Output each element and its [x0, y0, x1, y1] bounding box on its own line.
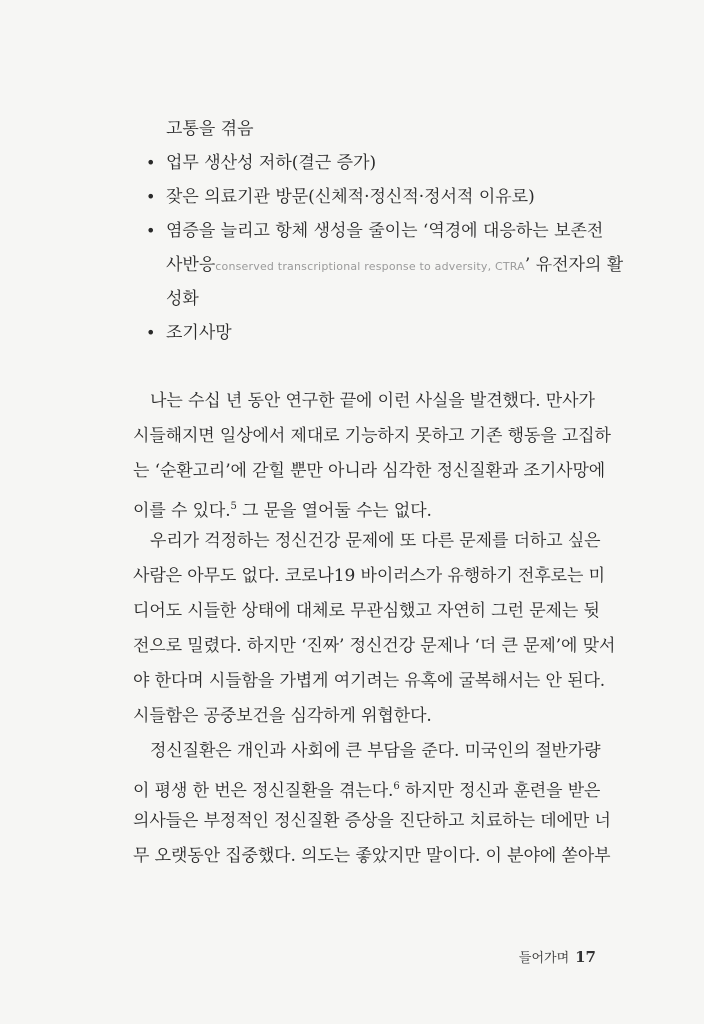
- text-line: [133, 489, 596, 524]
- bullet-icon: •: [146, 323, 156, 342]
- page-number: 17: [575, 948, 596, 966]
- list-item-continuation: [146, 112, 606, 146]
- text-line: 정신질환은 개인과 사회에 큰 부담을 준다. 미국인의 절반가량: [150, 741, 601, 761]
- bullet-icon: •: [146, 153, 156, 172]
- list-item-text: 성화: [166, 289, 199, 309]
- footnote-marker: 6: [393, 781, 400, 792]
- paragraph-3: [133, 734, 611, 874]
- text-line: 시들함은 공중보건을 심각하게 위협한다.: [133, 706, 432, 726]
- text-line: 무 오랫동안 집중했다. 의도는 좋았지만 말이다. 이 분야에 쏟아부: [133, 846, 611, 866]
- text-span: 이 평생 한 번은 정신질환을 겪는다.: [133, 781, 394, 801]
- bullet-icon: •: [146, 187, 156, 206]
- text-line: 의사들은 부정적인 정신질환 증상을 진단하고 치료하는 데에만 너: [133, 811, 611, 831]
- body-text: [133, 384, 616, 874]
- list-item-continuation: [146, 282, 606, 316]
- text-line: 디어도 시들한 상태에 대체로 무관심했고 자연히 그런 문제는 뒷: [133, 601, 600, 621]
- english-gloss: conserved transcriptional response to adversity, CTRA: [215, 260, 525, 273]
- list-item-text: 업무 생산성 저하(결근 증가): [166, 153, 377, 173]
- list-item-text: 고통을 겪음: [166, 119, 254, 139]
- paragraph-1: [133, 384, 611, 524]
- text-line: 전으로 밀렸다. 하지만 ‘진짜’ 정신건강 문제나 ‘더 큰 문제’에 맞서: [133, 636, 616, 656]
- list-item-text: 조기사망: [166, 323, 232, 343]
- list-item: [146, 316, 606, 350]
- bullet-list: [146, 112, 624, 350]
- page-footer: [519, 947, 596, 966]
- list-item: [146, 146, 606, 180]
- text-line: 우리가 걱정하는 정신건강 문제에 또 다른 문제를 더하고 싶은: [150, 531, 601, 551]
- text-span: 그 문을 열어둘 수는 없다.: [236, 501, 432, 521]
- list-item-text: 잦은 의료기관 방문(신체적·정신적·정서적 이유로): [166, 187, 535, 207]
- bullet-icon: •: [146, 221, 156, 240]
- section-title: 들어가며: [518, 951, 570, 966]
- text-line: 야 한다며 시들함을 가볍게 여기려는 유혹에 굴복해서는 안 된다.: [133, 671, 606, 691]
- list-item: [146, 214, 606, 248]
- list-item-continuation: [146, 248, 624, 282]
- text-line: 사람은 아무도 없다. 코로나19 바이러스가 유행하기 전후로는 미: [133, 566, 605, 586]
- paragraph-2: [133, 524, 616, 734]
- text-span: 하지만 정신과 훈련을 받은: [399, 781, 601, 801]
- list-item-text: 사반응: [166, 255, 216, 275]
- text-span: 이를 수 있다.: [133, 501, 231, 521]
- text-line: 시들해지면 일상에서 제대로 기능하지 못하고 기존 행동을 고집하: [133, 426, 611, 446]
- list-item-text: ’ 유전자의 활: [524, 255, 624, 275]
- list-item: [146, 180, 606, 214]
- text-line: 나는 수십 년 동안 연구한 끝에 이런 사실을 발견했다. 만사가: [150, 391, 595, 411]
- text-line: 는 ‘순환고리’에 갇힐 뿐만 아니라 심각한 정신질환과 조기사망에: [133, 461, 606, 481]
- text-line: [133, 769, 601, 804]
- list-item-text: 염증을 늘리고 항체 생성을 줄이는 ‘역경에 대응하는 보존전: [166, 221, 604, 241]
- footnote-marker: 5: [230, 501, 237, 512]
